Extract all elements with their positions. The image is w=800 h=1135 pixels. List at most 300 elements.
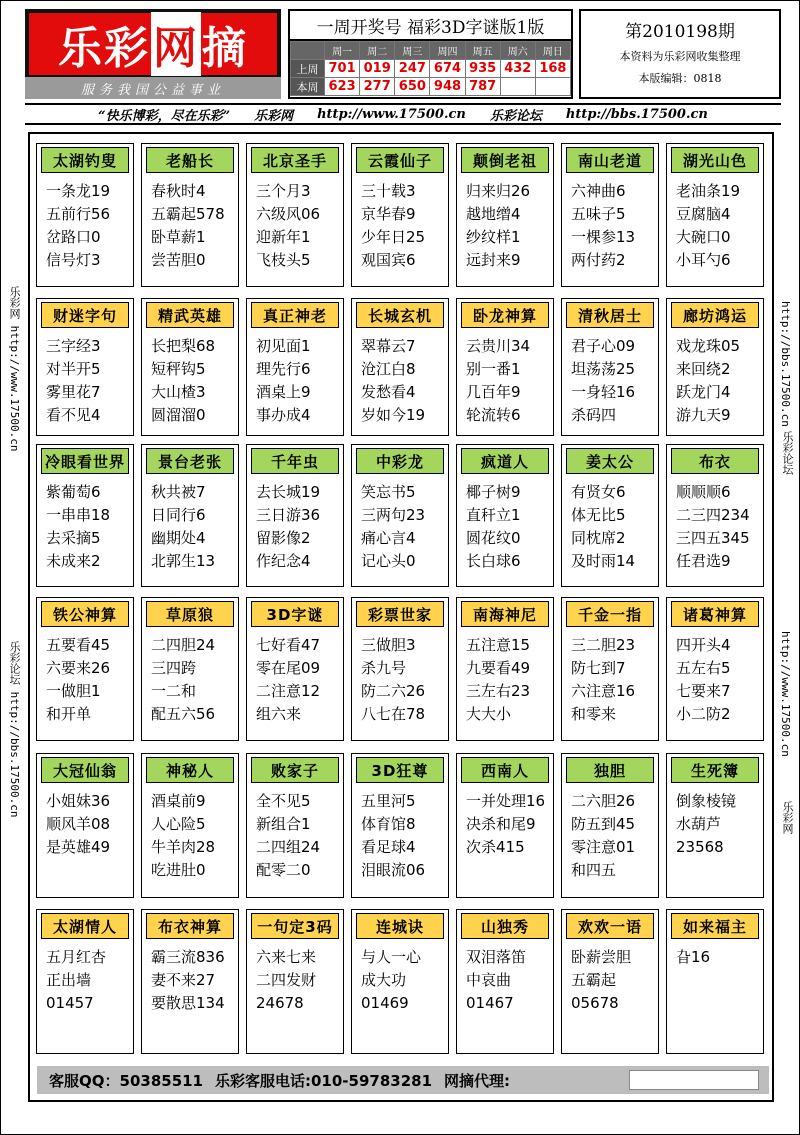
puzzle-author: 南山老道 [566, 147, 654, 173]
weekday-header: 周五 [465, 42, 500, 60]
puzzle-line: 岔路口0 [46, 228, 101, 246]
puzzle-text [466, 946, 551, 1015]
puzzle-author: 山独秀 [461, 913, 549, 939]
weekday-header: 周三 [395, 42, 430, 60]
puzzle-cell [666, 143, 764, 287]
puzzle-line: 幽期处4 [151, 529, 206, 547]
puzzle-cell [456, 753, 554, 898]
puzzle-line: 一棵参13 [571, 228, 636, 246]
puzzle-line: 翠幕云7 [361, 337, 416, 355]
weekday-header: 周日 [535, 42, 570, 60]
puzzle-line: 短秤钩5 [151, 360, 206, 378]
puzzle-line: 一做胆1 [46, 682, 101, 700]
puzzle-cell [561, 298, 659, 436]
puzzle-line: 和零来 [571, 705, 617, 723]
puzzle-author: 彩票世家 [356, 601, 444, 627]
puzzle-line: 新组合1 [256, 815, 311, 833]
puzzle-line: 雾里花7 [46, 383, 101, 401]
puzzle-line: 七要来7 [676, 682, 731, 700]
puzzle-line: 圆溜溜0 [151, 406, 206, 424]
puzzle-text [256, 481, 341, 573]
puzzle-line: 成大功 [361, 971, 407, 989]
puzzle-line: 妻不来27 [151, 971, 216, 989]
puzzle-text [46, 790, 131, 859]
forum-label: 乐彩论坛 [489, 108, 542, 124]
puzzle-cell [561, 909, 659, 1054]
last-week-number: 019 [360, 60, 395, 78]
puzzle-line: 观国宾6 [361, 251, 416, 269]
puzzle-text [466, 481, 551, 573]
puzzle-cell [141, 143, 239, 287]
puzzle-author: 大冠仙翁 [41, 757, 129, 783]
puzzle-line: 去采摘5 [46, 529, 101, 547]
puzzle-line: 八七在78 [361, 705, 426, 723]
puzzle-line: 老油条19 [676, 182, 741, 200]
puzzle-text [46, 634, 131, 726]
puzzle-line: 01469 [361, 994, 409, 1012]
puzzle-line: 长把梨68 [151, 337, 216, 355]
puzzle-line: 初见面1 [256, 337, 311, 355]
puzzle-line: 卧草薪1 [151, 228, 206, 246]
puzzle-line: 与人一心 [361, 948, 422, 966]
puzzle-text [256, 634, 341, 726]
puzzle-author: 铁公神算 [41, 601, 129, 627]
puzzle-line: 正出墙 [46, 971, 92, 989]
puzzle-line: 配五六56 [151, 705, 216, 723]
puzzle-line: 去长城19 [256, 483, 321, 501]
puzzle-cell [351, 143, 449, 287]
puzzle-line: 五前行56 [46, 205, 111, 223]
puzzle-line: 酒桌上9 [256, 383, 311, 401]
puzzle-line: 椰子树9 [466, 483, 521, 501]
puzzle-author: 千金一指 [566, 601, 654, 627]
puzzle-line: 大山楂3 [151, 383, 206, 401]
puzzle-text [46, 946, 131, 1015]
puzzle-text [256, 335, 341, 427]
puzzle-author: 一句定3码 [251, 913, 339, 939]
puzzle-author: 连城诀 [356, 913, 444, 939]
puzzle-line: 圆花纹0 [466, 529, 521, 547]
puzzle-text [571, 946, 656, 1015]
puzzle-line: 六级风06 [256, 205, 321, 223]
puzzle-author: 清秋居士 [566, 302, 654, 328]
puzzle-line: 秋共被7 [151, 483, 206, 501]
site-label: 乐彩网 [254, 108, 294, 124]
puzzle-line: 日同行6 [151, 506, 206, 524]
puzzle-cell [456, 298, 554, 436]
this-week-number: 277 [360, 78, 395, 96]
puzzle-author: 疯道人 [461, 448, 549, 474]
puzzle-text [46, 335, 131, 427]
puzzle-line: 轮流转6 [466, 406, 521, 424]
puzzle-line: 霸三流836 [151, 948, 225, 966]
puzzle-line: 泪眼流06 [361, 861, 426, 879]
puzzle-text [151, 790, 236, 882]
puzzle-line: 记心头0 [361, 552, 416, 570]
puzzle-line: 牛羊肉28 [151, 838, 216, 856]
puzzle-line: 坦荡荡25 [571, 360, 636, 378]
puzzle-line: 01467 [466, 994, 514, 1012]
puzzle-cell [246, 143, 344, 287]
puzzle-author: 3D狂尊 [356, 757, 444, 783]
puzzle-line: 体育馆8 [361, 815, 416, 833]
puzzle-author: 姜太公 [566, 448, 654, 474]
puzzle-line: 留影像2 [256, 529, 311, 547]
weekday-header: 周四 [430, 42, 465, 60]
puzzle-text [151, 180, 236, 272]
puzzle-author: 诸葛神算 [671, 601, 759, 627]
puzzle-line: 三四跨 [151, 659, 197, 677]
footer-agent: 网摘代理: [444, 1071, 511, 1090]
last-week-number: 701 [325, 60, 360, 78]
puzzle-cell [351, 753, 449, 898]
puzzle-line: 吃进肚0 [151, 861, 206, 879]
puzzle-line: 君子心09 [571, 337, 636, 355]
side-label-right-mid: 乐彩论坛 [781, 431, 794, 475]
puzzle-line: 豆腐脑4 [676, 205, 731, 223]
puzzle-text [466, 335, 551, 427]
puzzle-cell [666, 597, 764, 741]
this-week-number: 623 [325, 78, 360, 96]
puzzle-line: 二四胆24 [151, 636, 216, 654]
puzzle-cell [36, 298, 134, 436]
puzzle-line: 五要看45 [46, 636, 111, 654]
puzzle-line: 京华春9 [361, 205, 416, 223]
puzzle-line: 九要看49 [466, 659, 531, 677]
puzzle-line: 是英雄49 [46, 838, 111, 856]
puzzle-author: 太湖情人 [41, 913, 129, 939]
puzzle-author: 生死簿 [671, 757, 759, 783]
puzzle-line: 大碗口0 [676, 228, 731, 246]
puzzle-line: 决杀和尾9 [466, 815, 536, 833]
puzzle-author: 北京圣手 [251, 147, 339, 173]
puzzle-line: 三字经3 [46, 337, 101, 355]
puzzle-cell [246, 298, 344, 436]
puzzle-text [361, 946, 446, 1015]
puzzle-author: 3D字谜 [251, 601, 339, 627]
puzzle-author: 冷眼看世界 [41, 448, 129, 474]
puzzle-author: 精武英雄 [146, 302, 234, 328]
puzzle-line: 信号灯3 [46, 251, 101, 269]
puzzle-cell [141, 909, 239, 1054]
puzzle-cell [666, 753, 764, 898]
logo-text: 乐彩网摘 [58, 12, 248, 76]
puzzle-line: 六要来26 [46, 659, 111, 677]
slogan: 服务我国公益事业 [25, 77, 281, 99]
puzzle-line: 和开单 [46, 705, 92, 723]
weekly-draws-panel [288, 9, 573, 99]
puzzle-line: 七好看47 [256, 636, 321, 654]
weekday-header: 周一 [325, 42, 360, 60]
puzzle-line: 双泪落笛 [466, 948, 527, 966]
puzzle-line: 三四五345 [676, 529, 750, 547]
puzzle-cell [141, 753, 239, 898]
puzzle-cell [561, 143, 659, 287]
puzzle-grid [28, 132, 774, 1102]
motto: “快乐博彩，尽在乐彩” [98, 108, 231, 124]
puzzle-line: 五霸起 [571, 971, 617, 989]
puzzle-line: 三做胆3 [361, 636, 416, 654]
puzzle-line: 归来归26 [466, 182, 531, 200]
puzzle-author: 千年虫 [251, 448, 339, 474]
puzzle-text [151, 634, 236, 726]
puzzle-author: 太湖钓叟 [41, 147, 129, 173]
puzzle-line: 小二防2 [676, 705, 731, 723]
puzzle-line: 游九天9 [676, 406, 731, 424]
puzzle-text [466, 634, 551, 726]
puzzle-text [361, 180, 446, 272]
puzzle-line: 看足球4 [361, 838, 416, 856]
puzzle-line: 六注意16 [571, 682, 636, 700]
puzzle-text [676, 180, 761, 272]
puzzle-author: 独胆 [566, 757, 654, 783]
puzzle-cell [561, 753, 659, 898]
puzzle-line: 飞枝头5 [256, 251, 311, 269]
this-week-number: 787 [465, 78, 500, 96]
puzzle-line: 任君选9 [676, 552, 731, 570]
draws-table: 周一 周二 周三 周四 周五 周六 周日 上周 701 019 247 674 935 432 168 本周 623 277 650 948 787 [290, 41, 571, 96]
puzzle-line: 小姐妹36 [46, 792, 111, 810]
puzzle-line: 配零二0 [256, 861, 311, 879]
puzzle-line: 05678 [571, 994, 619, 1012]
puzzle-line: 紫葡萄6 [46, 483, 101, 501]
draws-title: 一周开奖号 福彩3D字谜版1版 [290, 11, 571, 41]
puzzle-author: 败家子 [251, 757, 339, 783]
puzzle-line: 杀码四 [571, 406, 617, 424]
puzzle-cell [666, 444, 764, 587]
puzzle-line: 有贤女6 [571, 483, 626, 501]
puzzle-line: 五注意15 [466, 636, 531, 654]
weekday-header: 周二 [360, 42, 395, 60]
puzzle-line: 小耳勺6 [676, 251, 731, 269]
puzzle-author: 老船长 [146, 147, 234, 173]
puzzle-line: 体无比5 [571, 506, 626, 524]
last-week-number: 247 [395, 60, 430, 78]
puzzle-line: 人心险5 [151, 815, 206, 833]
puzzle-author: 南海神尼 [461, 601, 549, 627]
puzzle-author: 卧龙神算 [461, 302, 549, 328]
puzzle-text [571, 335, 656, 427]
puzzle-line: 迎新年1 [256, 228, 311, 246]
puzzle-line: 二六胆26 [571, 792, 636, 810]
puzzle-line: 防二六26 [361, 682, 426, 700]
issue-panel [579, 9, 781, 99]
puzzle-line: 三左右23 [466, 682, 531, 700]
puzzle-line: 纱纹样1 [466, 228, 521, 246]
puzzle-text [466, 180, 551, 272]
puzzle-line: 春秋时4 [151, 182, 206, 200]
puzzle-line: 一并处理16 [466, 792, 546, 810]
puzzle-line: 长白球6 [466, 552, 521, 570]
puzzle-line: 零在尾09 [256, 659, 321, 677]
puzzle-cell [36, 753, 134, 898]
puzzle-line: 岁如今19 [361, 406, 426, 424]
puzzle-line: 笑忘书5 [361, 483, 416, 501]
puzzle-line: 01457 [46, 994, 94, 1012]
site-link[interactable]: http://www.17500.cn [317, 106, 466, 122]
puzzle-line: 四开头4 [676, 636, 731, 654]
puzzle-line: 要散思134 [151, 994, 225, 1012]
puzzle-cell [666, 909, 764, 1054]
last-week-number: 432 [500, 60, 535, 78]
puzzle-cell [36, 444, 134, 587]
puzzle-author: 真正神老 [251, 302, 339, 328]
side-label-right-end: 乐彩网 [781, 801, 794, 834]
issue-editor: 本版编辑：0818 [638, 72, 722, 85]
this-week-number: 948 [430, 78, 465, 96]
this-week-number [500, 78, 535, 96]
puzzle-line: 三两句23 [361, 506, 426, 524]
puzzle-author: 湖光山色 [671, 147, 759, 173]
puzzle-line: 三二胆23 [571, 636, 636, 654]
puzzle-line: 尝苦胆0 [151, 251, 206, 269]
puzzle-text [256, 180, 341, 272]
puzzle-text [46, 180, 131, 272]
puzzle-line: 五里河5 [361, 792, 416, 810]
footer-bar [37, 1066, 769, 1094]
puzzle-author: 如来福主 [671, 913, 759, 939]
puzzle-cell [36, 909, 134, 1054]
side-label-right-bottom: http://www.17500.cn [779, 631, 792, 757]
logo [25, 9, 281, 79]
puzzle-line: 事办成4 [256, 406, 311, 424]
last-week-number: 935 [465, 60, 500, 78]
puzzle-line: 组六来 [256, 705, 302, 723]
puzzle-line: 几百年9 [466, 383, 521, 401]
side-label-left-bottom: 乐彩论坛 http://bbs.17500.cn [8, 641, 21, 818]
puzzle-cell [666, 298, 764, 436]
puzzle-line: 云贵川34 [466, 337, 531, 355]
puzzle-author: 景台老张 [146, 448, 234, 474]
puzzle-text [571, 634, 656, 726]
this-week-number [535, 78, 570, 96]
puzzle-line: 一串串18 [46, 506, 111, 524]
puzzle-text [676, 634, 761, 726]
puzzle-line: 看不见4 [46, 406, 101, 424]
puzzle-cell [141, 597, 239, 741]
puzzle-text [361, 790, 446, 882]
puzzle-line: 五霸起578 [151, 205, 225, 223]
puzzle-author: 颠倒老祖 [461, 147, 549, 173]
footer-phone: 乐彩客服电话:010-59783281 [215, 1071, 433, 1090]
puzzle-author: 欢欢一语 [566, 913, 654, 939]
puzzle-author: 财迷字句 [41, 302, 129, 328]
puzzle-line: 发愁看4 [361, 383, 416, 401]
puzzle-line: 24678 [256, 994, 304, 1012]
puzzle-line: 杀九号 [361, 659, 407, 677]
puzzle-line: 对半开5 [46, 360, 101, 378]
puzzle-author: 西南人 [461, 757, 549, 783]
this-week-number: 650 [395, 78, 430, 96]
puzzle-line: 六神曲6 [571, 182, 626, 200]
puzzle-line: 五月红杏 [46, 948, 107, 966]
puzzle-text [151, 481, 236, 573]
puzzle-cell [456, 909, 554, 1054]
puzzle-author: 布衣神算 [146, 913, 234, 939]
puzzle-text [571, 180, 656, 272]
puzzle-line: 远封来9 [466, 251, 521, 269]
puzzle-cell [456, 444, 554, 587]
puzzle-cell [246, 909, 344, 1054]
puzzle-line: 痛心言4 [361, 529, 416, 547]
puzzle-cell [561, 444, 659, 587]
puzzle-line: 卧薪尝胆 [571, 948, 632, 966]
puzzle-line: 一二和 [151, 682, 197, 700]
puzzle-author: 中彩龙 [356, 448, 444, 474]
forum-link[interactable]: http://bbs.17500.cn [565, 106, 708, 122]
puzzle-author: 神秘人 [146, 757, 234, 783]
puzzle-line: 沧江白8 [361, 360, 416, 378]
puzzle-line: 顺风羊08 [46, 815, 111, 833]
puzzle-cell [141, 298, 239, 436]
puzzle-line: 顺顺顺6 [676, 483, 731, 501]
puzzle-line: 别一番1 [466, 360, 521, 378]
puzzle-cell [351, 298, 449, 436]
puzzle-line: 零注意01 [571, 838, 636, 856]
puzzle-text [361, 481, 446, 573]
puzzle-line: 未成来2 [46, 552, 101, 570]
puzzle-text [361, 335, 446, 427]
puzzle-cell [36, 143, 134, 287]
puzzle-line: 北郭生13 [151, 552, 216, 570]
puzzle-line: 中哀曲 [466, 971, 512, 989]
puzzle-author: 布衣 [671, 448, 759, 474]
puzzle-line: 同枕席2 [571, 529, 626, 547]
puzzle-cell [246, 597, 344, 741]
puzzle-line: 旮16 [676, 948, 711, 966]
puzzle-line: 来回绕2 [676, 360, 731, 378]
puzzle-text [676, 790, 761, 859]
puzzle-text [151, 946, 236, 1015]
puzzle-line: 水葫芦 [676, 815, 722, 833]
puzzle-line: 及时雨14 [571, 552, 636, 570]
puzzle-author: 云霞仙子 [356, 147, 444, 173]
puzzle-text [676, 481, 761, 573]
puzzle-cell [351, 444, 449, 587]
side-label-left-top: 乐彩网 http://www.17500.cn [8, 286, 21, 452]
puzzle-line: 理先行6 [256, 360, 311, 378]
puzzle-author: 草原狼 [146, 601, 234, 627]
puzzle-author: 廊坊鸿运 [671, 302, 759, 328]
puzzle-line: 直秆立1 [466, 506, 521, 524]
puzzle-line: 大大小 [466, 705, 512, 723]
weekday-header: 周六 [500, 42, 535, 60]
puzzle-line: 作纪念4 [256, 552, 311, 570]
puzzle-text [676, 946, 761, 969]
puzzle-cell [351, 597, 449, 741]
side-label-right-top: http://bbs.17500.cn [779, 301, 792, 427]
puzzle-text [46, 481, 131, 573]
puzzle-cell [456, 143, 554, 287]
puzzle-text [571, 481, 656, 573]
puzzle-text [361, 634, 446, 726]
puzzle-line: 三十载3 [361, 182, 416, 200]
puzzle-line: 三日游36 [256, 506, 321, 524]
puzzle-line: 跃龙门4 [676, 383, 731, 401]
puzzle-cell [246, 444, 344, 587]
puzzle-text [256, 946, 341, 1015]
puzzle-line: 和四五 [571, 861, 617, 879]
puzzle-line: 防五到45 [571, 815, 636, 833]
puzzle-line: 二四组24 [256, 838, 321, 856]
puzzle-text [151, 335, 236, 427]
puzzle-text [676, 335, 761, 427]
puzzle-text [571, 790, 656, 882]
puzzle-line: 次杀415 [466, 838, 525, 856]
last-week-number: 674 [430, 60, 465, 78]
agent-blank-field [629, 1070, 759, 1090]
puzzle-text [466, 790, 551, 859]
